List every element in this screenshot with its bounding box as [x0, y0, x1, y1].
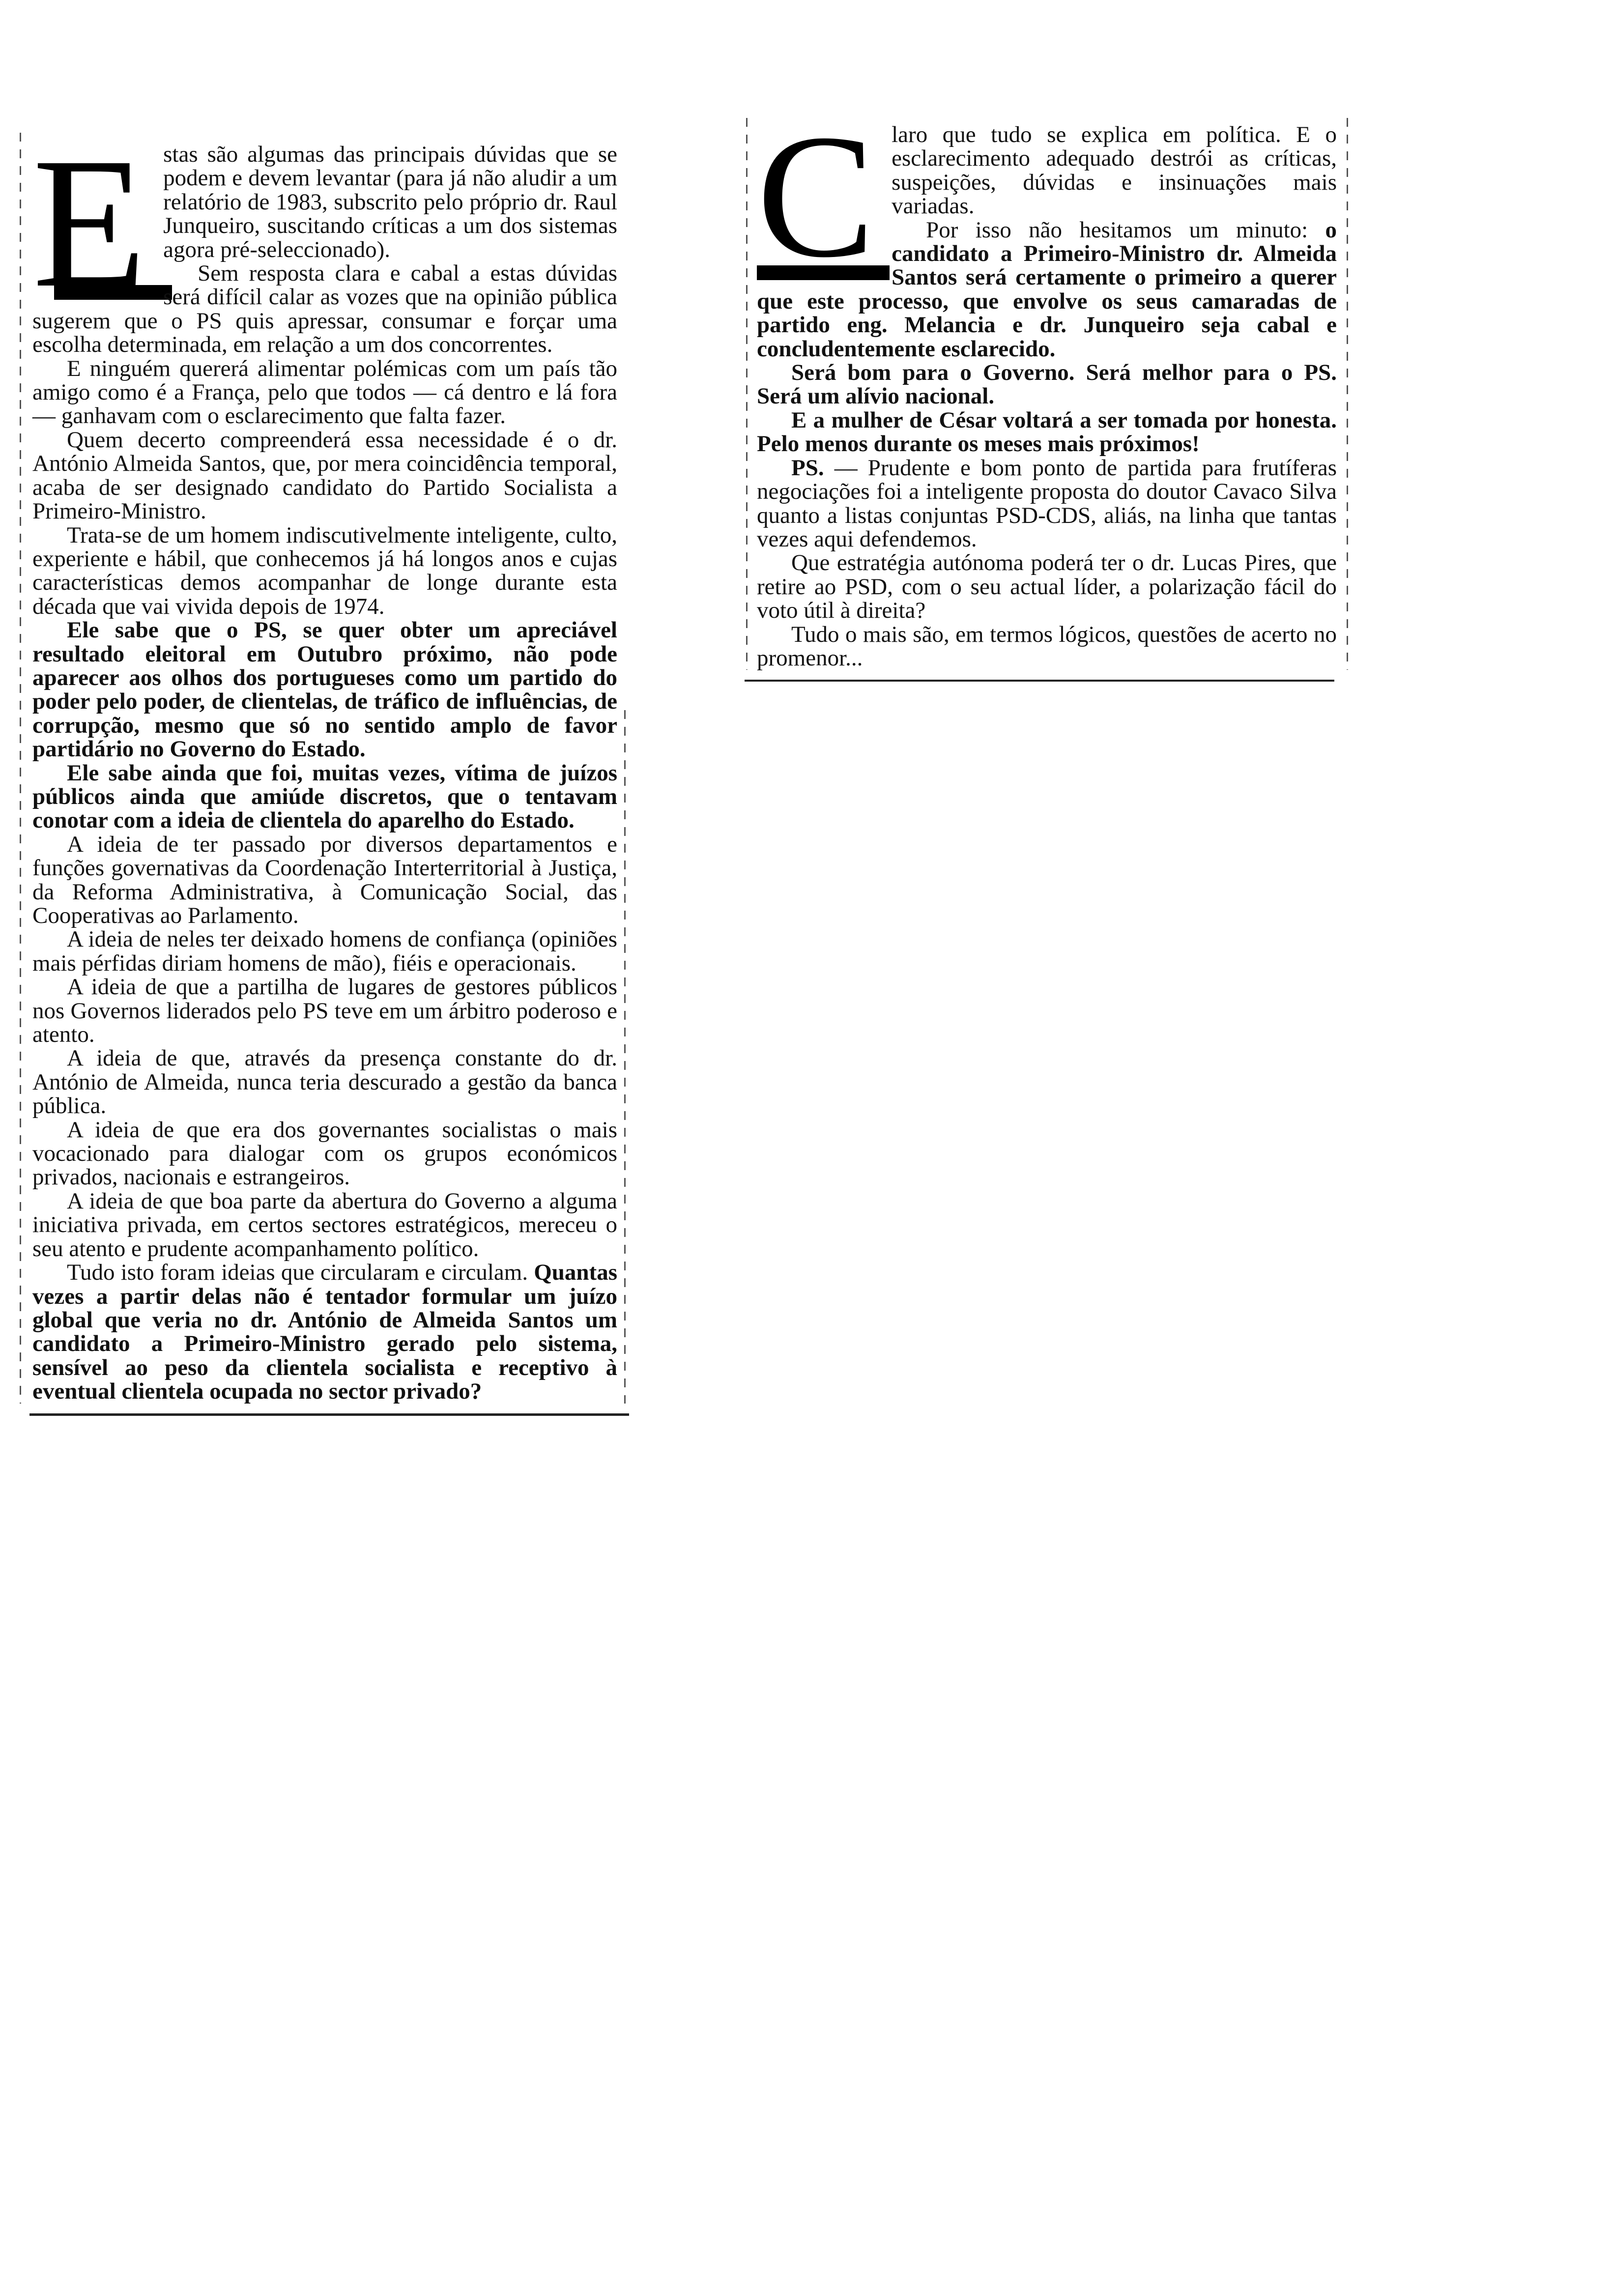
paragraph: Sem resposta clara e cabal a estas dúvidas será difícil calar as vozes que na opinião pública sugerem que o PS quis apressar, consumar e forçar uma escolha determinada, em relação a um dos concorrentes. — [32, 260, 617, 358]
paragraph: Quem decerto compreenderá essa necessidade é o dr. António Almeida Santos, que, por mera coincidência temporal, acaba de ser designado candidato do Partido Socialista a Primeiro-Ministro. — [32, 427, 617, 524]
paragraph: A ideia de que era dos governantes socialistas o mais vocacionado para dialogar com os grupos económicos privados, nacionais e estrangeiros. — [32, 1117, 617, 1190]
clipping-bottom-rule-left — [29, 1413, 629, 1416]
paragraph: stas são algumas das principais dúvidas que se podem e devem levantar (para já não aludir a um relatório de 1983, subscrito pelo próprio dr. Raul Junqueiro, suscitando críticas a um dos sistemas agora pré-seleccionado). — [163, 142, 617, 262]
paragraph: Por isso não hesitamos um minuto: o candidato a Primeiro-Ministro dr. Almeida Santos será certamente o primeiro a querer que este processo, que envolve os seus camaradas de partido eng. Melancia e dr. Junqueiro seja cabal e concludentemente esclarecido. — [757, 217, 1337, 362]
paragraph-bold-tail: Quantas vezes a partir delas não é tentador formular um juízo global que veria no dr. António de Almeida Santos um candidato a Primeiro-Ministro gerado pelo sistema, sensível ao peso da clientela socialista e receptivo à eventual clientela ocupada no sector privado? — [32, 1260, 617, 1405]
paragraph-bold: Ele sabe ainda que foi, muitas vezes, vítima de juízos públicos ainda que amiúde discretos, que o tentavam conotar com a ideia de clientela do aparelho do Estado. — [32, 760, 617, 833]
paragraph: PS. — Prudente e bom ponto de partida para frutíferas negociações foi a inteligente proposta do doutor Cavaco Silva quanto a listas conjuntas PSD-CDS, aliás, na linha que tantas vezes aqui defendemos. — [757, 455, 1337, 552]
article-column-right — [757, 98, 1337, 671]
drop-cap-letter: C — [757, 98, 875, 294]
paragraph: Tudo isto foram ideias que circularam e circulam. Quantas vezes a partir delas não é tentador formular um juízo global que veria no dr. António de Almeida Santos um candidato a Primeiro-Ministro gerado pelo sistema, sensível ao peso da clientela socialista e receptivo à eventual clientela ocupada no sector privado? — [32, 1260, 617, 1405]
paragraph: A ideia de que, através da presença constante do dr. António de Almeida, nunca teria descurado a gestão da banca pública. — [32, 1045, 617, 1119]
paragraph: laro que tudo se explica em política. E o esclarecimento adequado destrói as críticas, suspeições, dúvidas e insinuações mais variadas. — [892, 122, 1337, 219]
clipping-edge-right — [746, 118, 748, 670]
drop-cap-letter: E — [32, 119, 147, 326]
paragraph: Tudo o mais são, em termos lógicos, questões de acerto no promenor... — [757, 621, 1337, 671]
paragraph-bold-tail: o candidato a Primeiro-Ministro dr. Almeida Santos será certamente o primeiro a querer que este processo, que envolve os seus camaradas de partido eng. Melancia e dr. Junqueiro seja cabal e concludentemente esclarecido. — [757, 217, 1337, 362]
clipping-edge-right-outer — [1347, 118, 1348, 670]
paragraph: A ideia de ter passado por diversos departamentos e funções governativas da Coordenação Interterritorial à Justiça, da Reforma Administrativa, à Comunicação Social, das Cooperativas ao Parlamento. — [32, 831, 617, 928]
paragraph: A ideia de que a partilha de lugares de gestores públicos nos Governos liderados pelo PS teve em um árbitro poderoso e atento. — [32, 974, 617, 1048]
paragraph: A ideia de neles ter deixado homens de confiança (opiniões mais pérfidas diriam homens de mão), fiéis e operacionais. — [32, 926, 617, 976]
paragraph-bold: Ele sabe que o PS, se quer obter um apreciável resultado eleitoral em Outubro próximo, não pode aparecer aos olhos dos portugueses como um partido do poder pelo poder, de clientelas, de tráfico de influências, de corrupção, mesmo que só no sentido amplo de favor partidário no Governo do Estado. — [32, 617, 617, 762]
clipping-edge-left — [20, 133, 21, 1404]
paragraph-bold: Será bom para o Governo. Será melhor para o PS. Será um alívio nacional. — [757, 360, 1337, 409]
paragraph: A ideia de que boa parte da abertura do Governo a alguma iniciativa privada, em certos sectores estratégicos, mereceu o seu atento e prudente acompanhamento político. — [32, 1188, 617, 1262]
paragraph-tail: — Prudente e bom ponto de partida para frutíferas negociações foi a inteligente proposta do doutor Cavaco Silva quanto a listas conjuntas PSD-CDS, aliás, na linha que tantas vezes aqui defendemos. — [757, 455, 1337, 552]
paragraph: Que estratégia autónoma poderá ter o dr. Lucas Pires, que retire ao PSD, com o seu actual líder, a polarização fácil do voto útil à direita? — [757, 550, 1337, 624]
clipping-bottom-rule-right — [745, 680, 1334, 682]
paragraph-bold: E a mulher de César voltará a ser tomada por honesta. Pelo menos durante os meses mais próximos! — [757, 407, 1337, 457]
clipping-edge-left-inner — [624, 710, 626, 1404]
article-column-left — [32, 119, 617, 1405]
paragraph: E ninguém quererá alimentar polémicas com um país tão amigo como é a França, pelo que todos — cá dentro e lá fora — ganhavam com o esclarecimento que falta fazer. — [32, 355, 617, 429]
paragraph: Trata-se de um homem indiscutivelmente inteligente, culto, experiente e hábil, que conhecemos já há longos anos e cujas características demos acompanhar de longe durante esta década que vai vivida depois de 1974. — [32, 522, 617, 619]
